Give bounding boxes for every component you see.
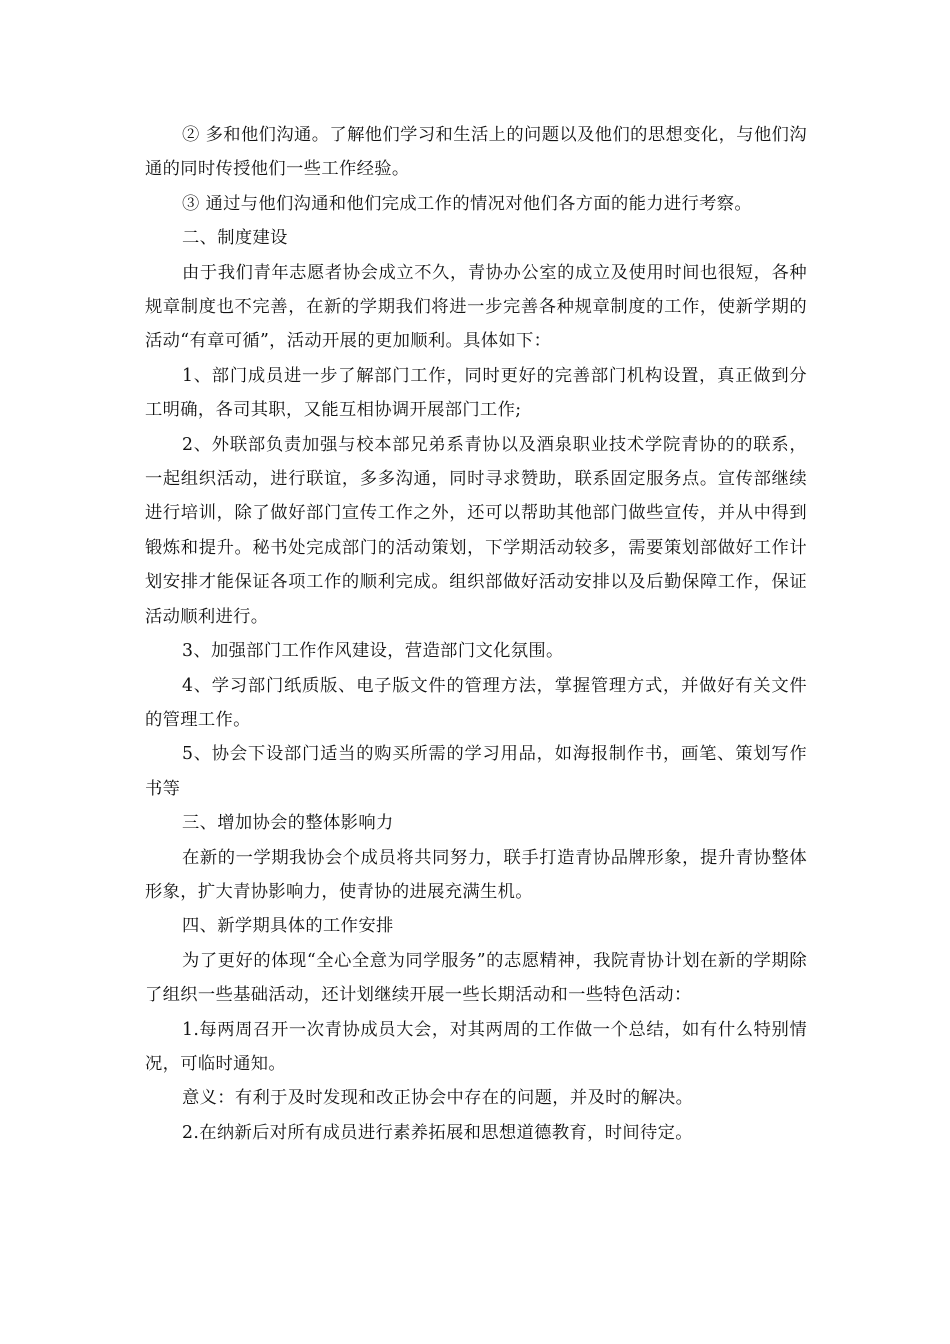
list-item-4: 4、学习部门纸质版、电子版文件的管理方法，掌握管理方式，并做好有关文件的管理工作。 — [145, 675, 807, 730]
document-body — [145, 118, 807, 1150]
paragraph-work-intro: 为了更好的体现“全心全意为同学服务”的志愿精神，我院青协计划在新的学期除了组织一些基础活动，还计划继续开展一些长期活动和一些特色活动： — [145, 950, 807, 1006]
heading-system-building: 二、制度建设 — [182, 228, 288, 249]
list-item-3: 3、加强部门工作作风建设，营造部门文化氛围。 — [182, 641, 564, 662]
list-item-1: 1、部门成员进一步了解部门工作，同时更好的完善部门机构设置，真正做到分工明确，各司其职，又能互相协调开展部门工作; — [145, 365, 807, 421]
paragraph-assess: ③ 通过与他们沟通和他们完成工作的情况对他们各方面的能力进行考察。 — [182, 193, 753, 214]
list-item-2: 2、外联部负责加强与校本部兄弟系青协以及酒泉职业技术学院青协的的联系，一起组织活动，进行联谊，多多沟通，同时寻求赞助，联系固定服务点。宣传部继续进行培训，除了做好部门宣传工作之外，还可以帮助其他部门做些宣传，并从中得到锻炼和提升。秘书处完成部门的活动策划，下学期活动较多，需要策划部做好工作计划安排才能保证各项工作的顺利完成。组织部做好活动安排以及后勤保障工作，保证活动顺利进行。 — [145, 434, 807, 627]
heading-influence: 三、增加协会的整体影响力 — [182, 813, 394, 834]
arrangement-item-2: 2.在纳新后对所有成员进行素养拓展和思想道德教育，时间待定。 — [182, 1122, 693, 1143]
list-item-5: 5、协会下设部门适当的购买所需的学习用品，如海报制作书，画笔、策划写作书等 — [145, 744, 807, 799]
paragraph-communicate: ② 多和他们沟通。了解他们学习和生活上的问题以及他们的思想变化，与他们沟通的同时传授他们一些工作经验。 — [145, 125, 807, 180]
arrangement-item-1: 1.每两周召开一次青协成员大会，对其两周的工作做一个总结，如有什么特别情况，可临时通知。 — [145, 1019, 807, 1074]
paragraph-influence: 在新的一学期我协会个成员将共同努力，联手打造青协品牌形象，提升青协整体形象，扩大青协影响力，使青协的进展充满生机。 — [145, 847, 807, 902]
heading-work-arrangement: 四、新学期具体的工作安排 — [182, 916, 394, 937]
arrangement-significance: 意义：有利于及时发现和改正协会中存在的问题，并及时的解决。 — [182, 1088, 694, 1109]
paragraph-system-intro: 由于我们青年志愿者协会成立不久，青协办公室的成立及使用时间也很短，各种规章制度也不完善，在新的学期我们将进一步完善各种规章制度的工作，使新学期的活动“有章可循”，活动开展的更加顺利。具体如下： — [145, 262, 807, 352]
